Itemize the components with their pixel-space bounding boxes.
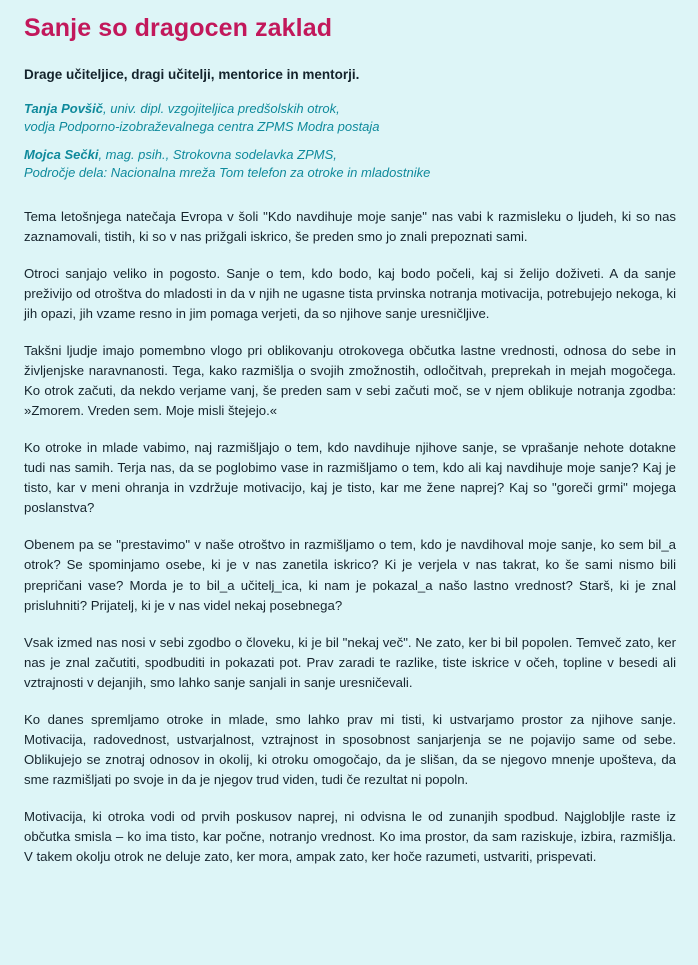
author-role: , mag. psih., Strokovna sodelavka ZPMS,: [98, 146, 337, 162]
page-title: Sanje so dragocen zaklad: [24, 14, 333, 42]
author-name-line: [24, 100, 676, 118]
paragraph: Vsak izmed nas nosi v sebi zgodbo o človeku, ki je bil "nekaj več". Ne zato, ker bi bil popolen. Temveč zato, ker nas je znal začutiti, spodbuditi in pokazati pot. Prav zaradi te razlike, tiste iskrice v očeh, topline v besedi ali vztrajnosti v dejanjih, smo lahko sanje sanjali in sanje uresničevali.: [24, 634, 676, 690]
paragraph: Obenem pa se "prestavimo" v naše otroštvo in razmišljamo o tem, kdo je navdihoval moje sanje, ko sem bil_a otrok? Se spominjamo osebe, ki je v nas zanetila iskrico? Ki je verjela v nas takrat, ko še sami nismo bili prepričani vase? Morda je to bil_a učitelj_ica, ki nam je pokazal_a našo lastno vrednost? Starš, ki je znal prisluhniti? Prijatelj, ki je v nas videl nekaj posebnega?: [24, 537, 676, 613]
author-name: Mojca Sečki: [24, 146, 99, 162]
paragraph: Takšni ljudje imajo pomembno vlogo pri oblikovanju otrokovega občutka lastne vrednosti, odnosa do sebe in življenjske naravnanosti. Tega, kako razmišlja o svojih zmožnostih, odločitvah, preprekah in mejah mogočega. Ko otrok začuti, da nekdo verjame vanj, še preden sam v sebi začuti moč, se v njem oblikuje notranja zgodba: »Zmorem. Vreden sem. Moje misli štejejo.«: [24, 342, 676, 419]
author-name: Tanja Povšič: [24, 100, 103, 116]
paragraph: Ko otroke in mlade vabimo, naj razmišljajo o tem, kdo navdihuje njihove sanje, se vprašanje nehote dotakne tudi nas samih. Terja nas, da se poglobimo vase in razmišljamo o tem, kdo ali kaj navdihuje moje sanje? Kaj je tisto, kar v meni ohranja in vzdržuje motivacijo, kaj je tisto, kar me žene naprej? Kaj so "goreči grmi" mojega poslanstva?: [24, 440, 676, 516]
author-role: , univ. dipl. vzgojiteljica predšolskih otrok,: [103, 100, 340, 116]
author-detail-line: vodja Podporno-izobraževalnega centra ZPMS Modra postaja: [24, 119, 380, 135]
paragraph: Otroci sanjajo veliko in pogosto. Sanje o tem, kdo bodo, kaj bodo počeli, kaj si želijo doživeti. A da sanje preživijo od otroštva do mladosti in da v njih ne ugasne tista prvinska notranja motivacija, potrebujejo nekoga, ki jih opazi, jih vzame resno in jim pomaga verjeti, da so njihove sanje uresničljive.: [24, 265, 676, 321]
author-name-line: [24, 146, 676, 164]
document-body: [24, 207, 676, 868]
author-block: [24, 100, 676, 183]
paragraph: Motivacija, ki otroka vodi od prvih poskusov naprej, ni odvisna le od zunanjih spodbud. Najglobljle raste iz občutka smisla – ko ima tisto, kar počne, notranjo vrednost. Ko ima prostor, da sam raziskuje, izbira, razmišlja. V takem okolju otrok ne deluje zato, ker mora, ampak zato, ker hoče razumeti, ustvariti, prispevati.: [24, 809, 676, 865]
author-detail-line: Področje dela: Nacionalna mreža Tom telefon za otroke in mladostnike: [24, 165, 431, 181]
salutation-text: Drage učiteljice, dragi učitelji, mentorice in mentorji.: [24, 66, 360, 82]
paragraph: Ko danes spremljamo otroke in mlade, smo lahko prav mi tisti, ki ustvarjamo prostor za njihove sanje. Motivacija, radovednost, ustvarjalnost, vztrajnost in sposobnost sanjarjenja se ne pojavijo same od sebe. Oblikujejo se znotraj odnosov in okolij, ki otroku omogočajo, da je slišan, da se njegovo mnenje upošteva, da sme razmišljati po svoje in da je njegov trud viden, tudi če rezultat ni popoln.: [24, 711, 676, 787]
paragraph: Tema letošnjega natečaja Evropa v šoli "Kdo navdihuje moje sanje" nas vabi k razmisleku o ljudeh, ki so nas zaznamovali, tistih, ki so v nas prižgali iskrico, še preden smo jo znali prepoznati sami.: [24, 208, 676, 244]
